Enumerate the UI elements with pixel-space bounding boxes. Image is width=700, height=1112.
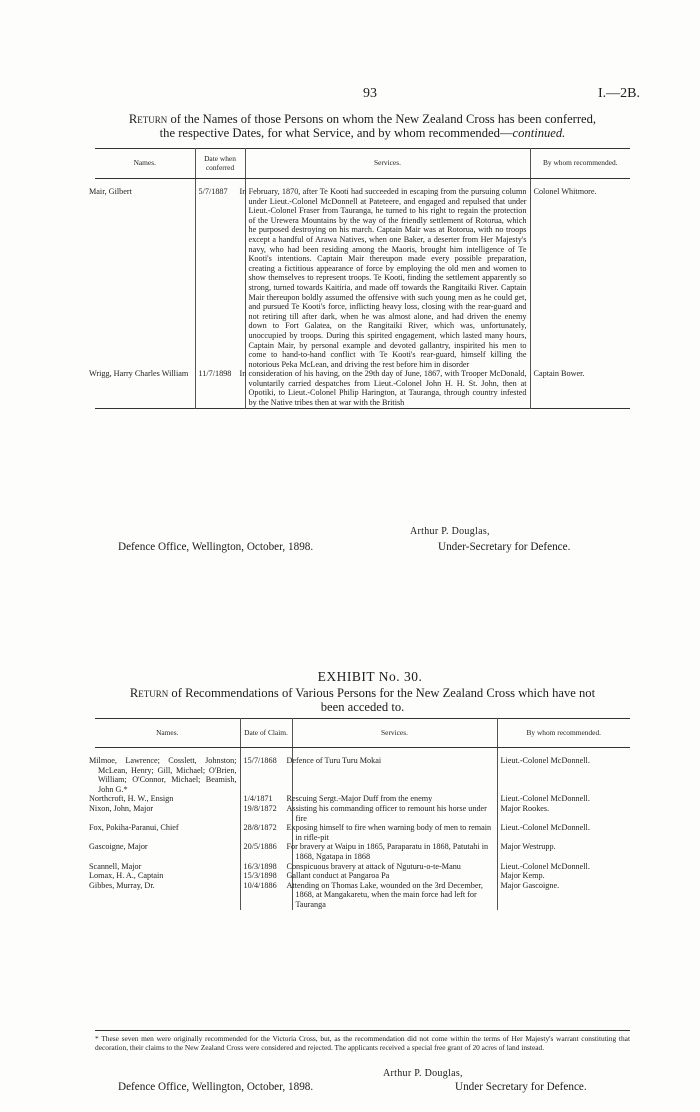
table-row xyxy=(95,862,630,872)
return-title-rest: of the Names of those Persons on whom the New Zealand Cross has been conferred, xyxy=(167,112,597,126)
row-name: Lomax, H. A., Captain xyxy=(95,871,240,881)
exhibit-title xyxy=(95,686,630,714)
row-date: 16/3/1898 xyxy=(240,862,292,872)
row-service: In consideration of his having, on the 29th day of June, 1867, with Trooper McDonald, voluntarily carried despatches from Lieut.-Colonel John H. H. St. John, then at Opotiki, to Lieut.-Colonel Philip Harington, at Tauranga, through country infested by the Native tribes then at war with the British xyxy=(245,369,530,408)
signature-title: Under Secretary for Defence. xyxy=(455,1081,587,1093)
column-header-by-whom: By whom recommended. xyxy=(497,719,630,748)
row-name: Mair, Gilbert xyxy=(95,187,195,369)
row-recommended-by: Lieut.-Colonel McDonnell. xyxy=(500,756,590,765)
row-name: Wrigg, Harry Charles William xyxy=(95,369,195,408)
exhibit-title-line2: been acceded to. xyxy=(320,700,405,714)
column-header-names: Names. xyxy=(95,149,195,179)
row-service: Defence of Turu Turu Mokai xyxy=(292,756,497,794)
row-name: Fox, Pokiha-Paranui, Chief xyxy=(95,823,240,842)
signature-name: Arthur P. Douglas, xyxy=(410,526,490,537)
table-row xyxy=(95,842,630,861)
row-recommended-by: Major Westrupp. xyxy=(500,842,556,852)
table-row xyxy=(95,187,630,369)
row-name: Gascoigne, Major xyxy=(95,842,240,861)
footnote: * These seven men were originally recommended for the Victoria Cross, but, as the recommendation did not come within the terms of Her Majesty's warrant constituting that decoration, their claims to the New Zealand Cross were considered and rejected. The applicants received a special free grant of 20 acres of land instead. xyxy=(95,1030,630,1052)
table-row xyxy=(95,881,630,910)
table-row xyxy=(95,369,630,408)
row-date: 1/4/1871 xyxy=(240,794,292,804)
row-service: In February, 1870, after Te Kooti had succeeded in escaping from the pursuing column under Lieut.-Colonel McDonnell at Pateteere, and engaged and repulsed that under Lieut.-Colonel Fraser from Tauranga, he turned to his right to regain the protection of the Urewera Mountains by the way of the friendly settlement of Rotorua, which he purposed destroying on his march. Captain Mair was at Rotorua, with no troops except a handful of Arawa Natives, when one Baker, a deserter from Her Majesty's navy, who had been residing among the Maoris, brought him intelligence of Te Kooti's intentions. Captain Mair thereupon made every possible preparation, creating a fictitious appearance of force by employing the old men and women to show themselves to represent troops. Te Kooti, finding the settlement apparently so strong, turned towards Kaitiria, and made off towards the Rangitaiki River. Captain Mair thereupon boldly assumed the offensive with such young men as he could get, and pursued Te Kooti's force, inflicting heavy loss, closing with the rear-guard and not retiring till after dark, when he was almost alone, and had driven the enemy down to Fort Galatea, on the Rangitaiki River, which was, unfortunately, unoccupied by troops. During this spirited engagement, which lasted many hours, Captain Mair, by personal example and devoted gallantry, inspirited his men to come to hand-to-hand conflict with Te Kooti's rear-guard, himself killing the notorious Peka McLean, and driving the rest before him in disorder xyxy=(245,187,530,369)
table-row xyxy=(95,804,630,823)
return-title-line2: the respective Dates, for what Service, and by whom recommended— xyxy=(159,126,513,140)
column-header-names: Names. xyxy=(95,719,240,748)
return-title xyxy=(95,112,630,140)
table-row xyxy=(95,756,630,794)
table-row xyxy=(95,871,630,881)
exhibit-title-lead: Return xyxy=(129,686,169,700)
signature-title: Under-Secretary for Defence. xyxy=(438,541,571,553)
row-date: 15/7/1868 xyxy=(240,756,292,794)
column-header-date: Date when conferred xyxy=(195,149,245,179)
row-recommended-by: Lieut.-Colonel McDonnell. xyxy=(500,823,590,833)
row-service: Attending on Thomas Lake, wounded on the 3rd December, 1868, at Mangakaretu, when the main force had left for Tauranga xyxy=(292,881,497,910)
row-service: Conspicuous bravery at attack of Nguturu-o-te-Manu xyxy=(292,862,497,872)
table-row xyxy=(95,823,630,842)
row-recommended-by: Major Kemp. xyxy=(500,871,545,881)
column-header-services: Services. xyxy=(292,719,497,748)
row-service: Assisting his commanding officer to remount his horse under fire xyxy=(292,804,497,823)
row-date: 5/7/1887 xyxy=(195,187,245,369)
return-title-lead: Return xyxy=(128,112,168,126)
page-number: 93 xyxy=(363,86,377,101)
row-recommended-by: Major Rookes. xyxy=(500,803,550,813)
exhibit-heading: EXHIBIT No. 30. xyxy=(317,669,423,684)
row-date: 28/8/1872 xyxy=(240,823,292,842)
row-name: Gibbes, Murray, Dr. xyxy=(95,881,240,910)
row-recommended-by: Major Gascoigne. xyxy=(500,880,560,890)
row-date: 20/5/1886 xyxy=(240,842,292,861)
exhibit-table xyxy=(89,718,630,910)
document-reference: I.—2B. xyxy=(598,86,640,101)
column-header-date: Date of Claim. xyxy=(240,719,292,748)
signature-office: Defence Office, Wellington, October, 1898. xyxy=(118,541,314,553)
row-name: Nixon, John, Major xyxy=(95,804,240,823)
row-recommended-by: Lieut.-Colonel McDonnell. xyxy=(500,861,590,871)
row-name: Northcroft, H. W., Ensign xyxy=(95,794,240,804)
row-date: 10/4/1886 xyxy=(240,881,292,910)
exhibit-title-rest: of Recommendations of Various Persons for the New Zealand Cross which have not xyxy=(168,686,596,700)
column-header-services: Services. xyxy=(245,149,530,179)
row-service: For bravery at Waipu in 1865, Paraparatu in 1868, Patutahi in 1868, Ngatapa in 1868 xyxy=(292,842,497,861)
row-service: Rescuing Sergt.-Major Duff from the enemy xyxy=(292,794,497,804)
row-name: Scannell, Major xyxy=(95,862,240,872)
return-table xyxy=(89,148,630,411)
row-service: Gallant conduct at Pangaroa Pa xyxy=(292,871,497,881)
row-date: 15/3/1898 xyxy=(240,871,292,881)
row-recommended-by: Lieut.-Colonel McDonnell. xyxy=(500,794,590,804)
row-recommended-by: Colonel Whitmore. xyxy=(533,187,597,196)
row-date: 11/7/1898 xyxy=(195,369,245,408)
row-name: Milmoe, Lawrence; Cosslett, Johnston; McLean, Henry; Gill, Michael; O'Brien, William; O'Connor, Michael; Beamish, John G.* xyxy=(95,756,240,794)
return-title-continued: continued. xyxy=(512,126,566,140)
signature-office: Defence Office, Wellington, October, 1898. xyxy=(118,1081,314,1093)
row-service: Exposing himself to fire when warning body of men to remain in rifle-pit xyxy=(292,823,497,842)
row-recommended-by: Captain Bower. xyxy=(533,369,585,379)
signature-name: Arthur P. Douglas, xyxy=(383,1068,463,1079)
table-row xyxy=(95,794,630,804)
column-header-by-whom: By whom recommended. xyxy=(530,149,630,179)
row-date: 19/8/1872 xyxy=(240,804,292,823)
